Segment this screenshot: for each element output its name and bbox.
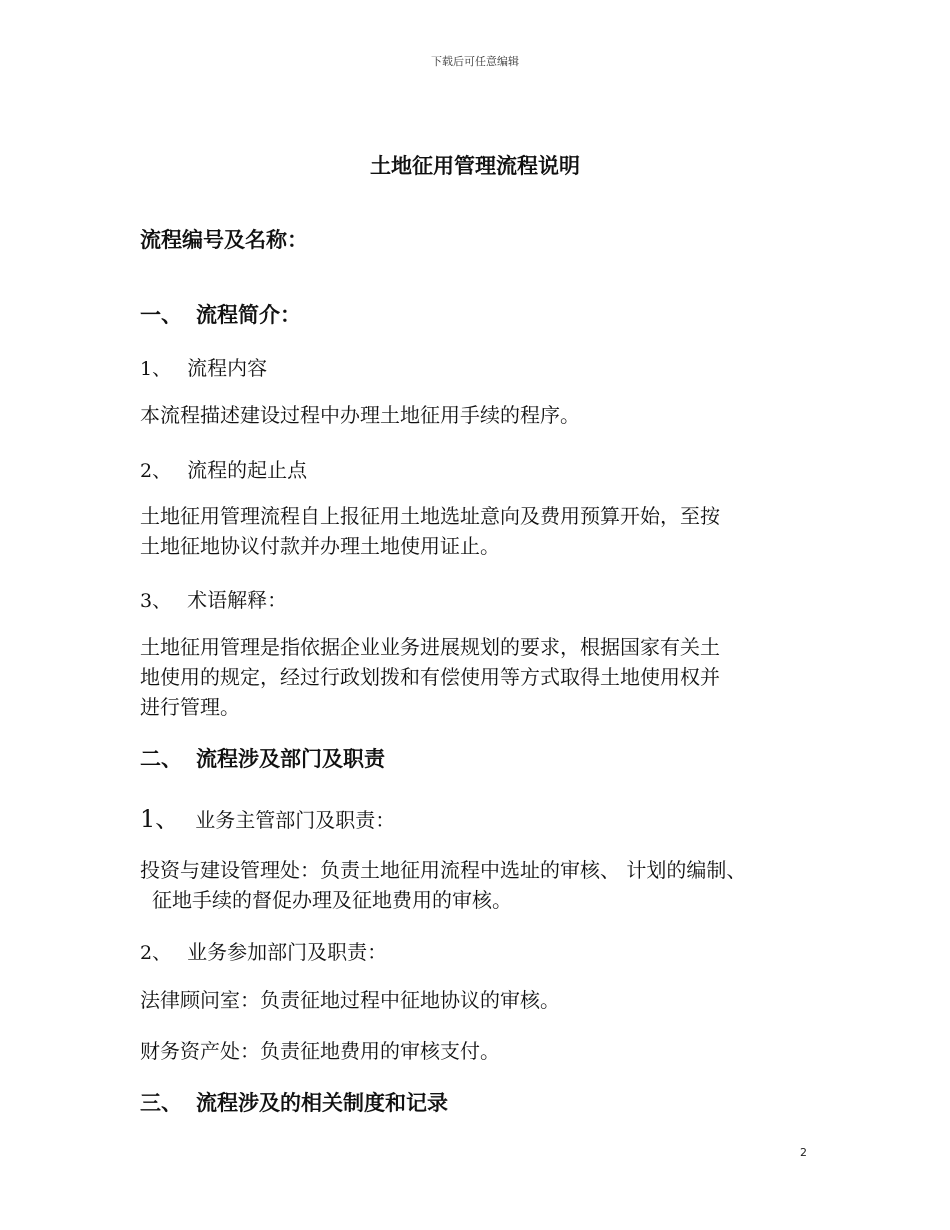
page-number: 2: [800, 1146, 807, 1159]
section-2-item-2-paragraph-finance: [140, 1036, 830, 1066]
section-1-title: 流程简介：: [196, 303, 301, 327]
item-label: 流程内容: [187, 356, 268, 380]
section-1-item-3-paragraph: [140, 632, 830, 722]
item-label: 业务参加部门及职责：: [187, 940, 388, 964]
section-2-number: 二、: [140, 747, 182, 771]
section-1-number: 一、: [140, 303, 182, 327]
item-label: 业务主管部门及职责：: [195, 808, 396, 832]
section-3-title: 流程涉及的相关制度和记录: [196, 1091, 448, 1115]
page-title: 土地征用管理流程说明: [370, 154, 580, 178]
paragraph-line: 投资与建设管理处：负责土地征用流程中选址的审核、 计划的编制、: [140, 858, 747, 882]
paragraph-line: 本流程描述建设过程中办理土地征用手续的程序。: [140, 403, 580, 427]
section-1-item-2-paragraph: [140, 501, 830, 561]
paragraph-line: 征地手续的督促办理及征地费用的审核。: [152, 888, 512, 912]
item-number: 3、: [140, 590, 172, 612]
section-2-item-1-paragraph: [140, 855, 830, 915]
section-1-item-1-paragraph: [140, 400, 830, 430]
paragraph-line: 财务资产处：负责征地费用的审核支付。: [140, 1039, 500, 1063]
process-id-label: 流程编号及名称：: [140, 228, 308, 252]
item-number: 1、: [140, 805, 180, 833]
paragraph-line: 地使用的规定，经过行政划拨和有偿使用等方式取得土地使用权并: [140, 665, 720, 689]
paragraph-line: 土地征用管理是指依据企业业务进展规划的要求，根据国家有关土: [140, 635, 720, 659]
section-2-item-2-paragraph-legal: [140, 985, 830, 1015]
paragraph-line: 法律顾问室：负责征地过程中征地协议的审核。: [140, 988, 560, 1012]
item-number: 2、: [140, 942, 172, 964]
item-number: 1、: [140, 358, 172, 380]
paragraph-line: 土地征用管理流程自上报征用土地选址意向及费用预算开始，至按: [140, 504, 720, 528]
header-note: 下载后可任意编辑: [431, 55, 519, 68]
section-2-heading: [140, 743, 385, 773]
item-label: 流程的起止点: [187, 458, 308, 482]
section-2-item-1-heading: [140, 799, 395, 834]
section-2-item-2-heading: [140, 936, 387, 965]
section-1-item-3-heading: [140, 584, 287, 613]
section-3-heading: [140, 1087, 448, 1117]
item-number: 2、: [140, 460, 172, 482]
item-label: 术语解释：: [187, 588, 288, 612]
section-1-item-2-heading: [140, 454, 307, 483]
section-2-title: 流程涉及部门及职责: [196, 747, 385, 771]
section-1-heading: [140, 299, 301, 329]
paragraph-line: 进行管理。: [140, 695, 240, 719]
paragraph-line: 土地征地协议付款并办理土地使用证止。: [140, 534, 500, 558]
section-1-item-1-heading: [140, 352, 267, 381]
section-3-number: 三、: [140, 1091, 182, 1115]
